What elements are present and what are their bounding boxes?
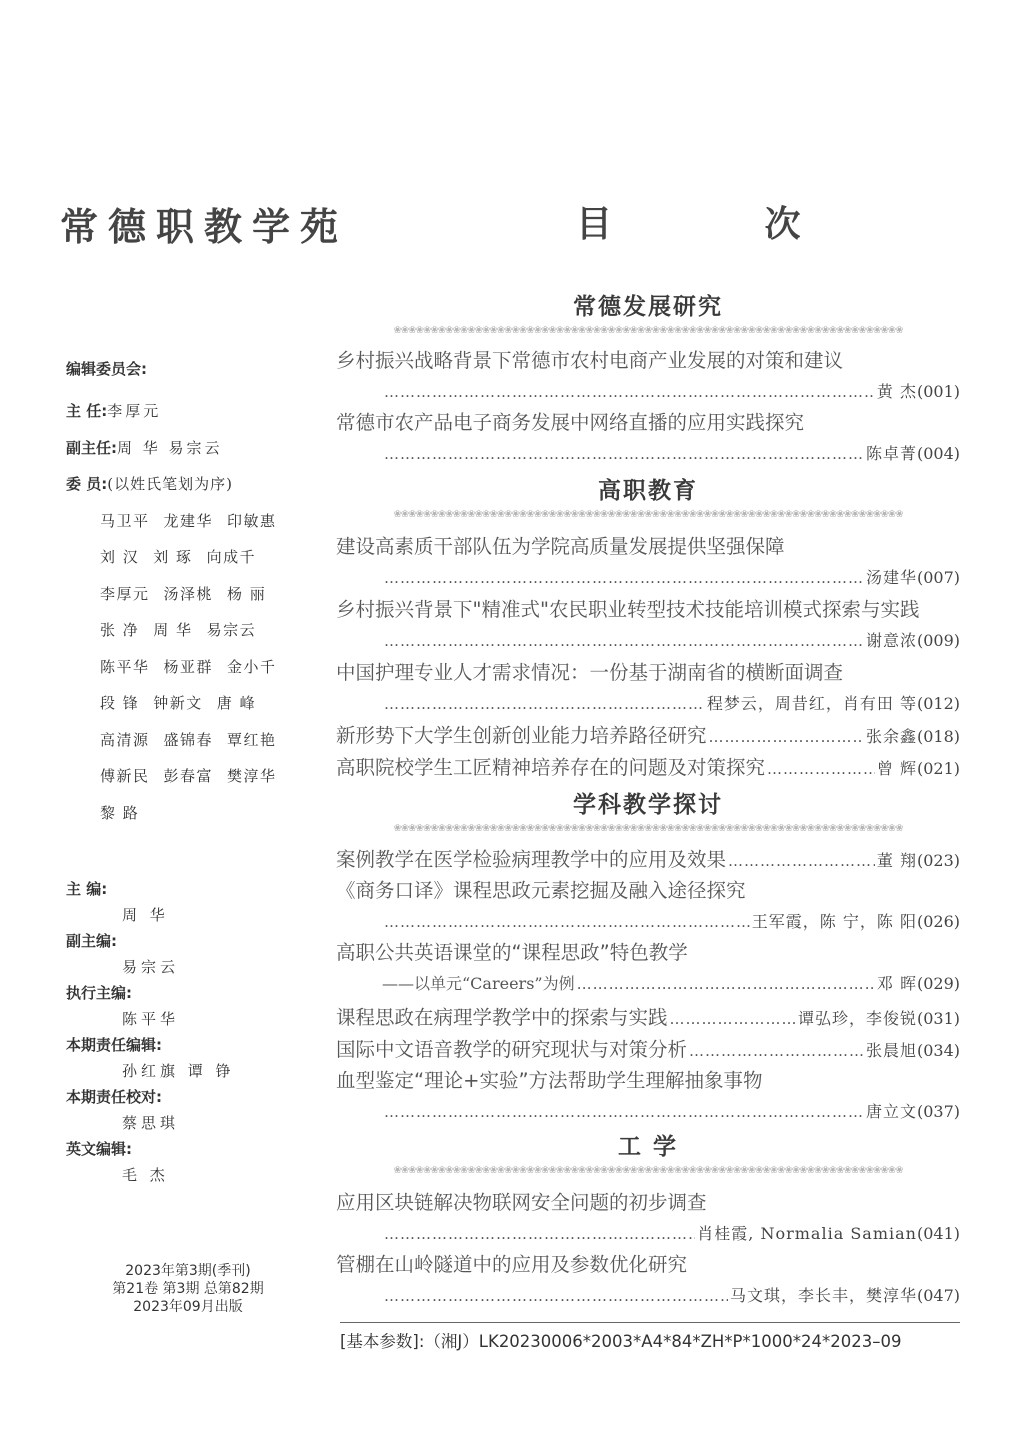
staff-person: 易宗云: [122, 958, 180, 976]
toc-entry: [336, 1250, 960, 1312]
toc-entry: [336, 720, 960, 752]
entry-page: (031): [916, 1009, 960, 1028]
member-name: 唐 峰: [216, 694, 257, 712]
leader-dots: [384, 1280, 728, 1312]
member-line: [66, 576, 316, 613]
entry-line: [336, 1218, 960, 1250]
member-name: 张 净: [100, 621, 140, 639]
director-label: 主 任:: [66, 402, 108, 420]
toc-section: [336, 290, 960, 338]
member-name: 黎 路: [100, 803, 140, 822]
member-name: 龙建华: [163, 511, 214, 530]
leader-dots: [728, 845, 875, 877]
entry-page: (021): [916, 759, 960, 778]
toc-entry: [336, 1002, 960, 1034]
entry-title: 课程思政在病理学教学中的探索与实践: [336, 1006, 668, 1029]
entry-title: 乡村振兴背景下"精准式"农民职业转型技术技能培训模式探索与实践: [336, 598, 920, 621]
toc-entry: [336, 844, 960, 876]
entry-title: 常德市农产品电子商务发展中网络直播的应用实践探究: [336, 411, 805, 434]
toc-section: [336, 474, 960, 522]
leader-dots: [384, 438, 864, 470]
entry-author: 唐立文: [865, 1102, 917, 1121]
section-ornament: ❀❀❀❀❀❀❀❀❀❀❀❀❀❀❀❀❀❀❀❀❀❀❀❀❀❀❀❀❀❀❀❀❀❀❀❀❀❀❀❀❀❀❀❀❀❀❀❀❀❀❀❀❀❀❀❀❀❀❀❀❀❀❀❀❀❀❀❀❀: [393, 325, 903, 336]
toc-entry: [336, 876, 960, 938]
entry-page: (018): [916, 727, 960, 746]
member-line: [66, 795, 316, 832]
entry-title: 国际中文语音教学的研究现状与对策分析: [336, 1038, 688, 1061]
member-name: 刘 琢: [153, 548, 193, 566]
toc-title: 目 次: [576, 204, 871, 245]
leader-dots: [384, 562, 864, 594]
member-name: 盛锦春: [163, 730, 214, 749]
entry-title: 应用区块链解决物联网安全问题的初步调查: [336, 1191, 707, 1214]
staff-role: 副主编:: [66, 932, 117, 950]
entry-line: [336, 562, 960, 594]
entry-author: 曾 辉: [876, 759, 917, 778]
entry-page: (029): [916, 974, 960, 993]
entry-author: 邓 晖: [876, 974, 917, 993]
leader-dots: [670, 1003, 796, 1035]
entry-page: (023): [916, 851, 960, 870]
entry-page: (004): [916, 444, 960, 463]
staff-person: 周 华: [122, 906, 169, 924]
member-name: 傅新民: [100, 767, 150, 785]
member-name: 周 华: [153, 621, 193, 639]
member-name: 陈平华: [100, 657, 150, 676]
member-line: [66, 539, 316, 576]
entry-line: [336, 906, 960, 938]
member-name: 李厚元: [100, 584, 150, 603]
leader-dots: [384, 906, 750, 938]
members-note: (以姓氏笔划为序): [107, 475, 233, 493]
issue-line-1: 2023年第3期(季刊): [125, 1263, 251, 1279]
member-name: 金小千: [227, 657, 277, 676]
entry-author: 谢意浓: [865, 631, 917, 650]
footer-divider: [340, 1322, 960, 1323]
entry-line: [336, 376, 960, 408]
toc-entry: [336, 346, 960, 408]
entry-page: (009): [916, 631, 960, 650]
member-name: 段 锋: [100, 694, 140, 712]
toc-entry: [336, 658, 960, 720]
entry-line: [336, 625, 960, 657]
entry-author: 肖桂霞, Normalia Samian: [697, 1224, 917, 1243]
toc-entry: [336, 1188, 960, 1250]
staff-role: 本期责任校对:: [66, 1088, 162, 1106]
leader-dots: [384, 376, 875, 408]
members-label: 委 员:: [66, 475, 108, 493]
entry-page: (026): [916, 912, 960, 931]
section-title: 学科教学探讨: [573, 792, 723, 818]
member-name: 向成千: [206, 548, 257, 566]
entry-page: (001): [916, 382, 960, 401]
entry-author: 张晨旭: [865, 1041, 917, 1060]
entry-title: 新形势下大学生创新创业能力培养路径研究: [336, 724, 707, 747]
toc-section: [336, 1130, 960, 1178]
entry-author: 黄 杰: [876, 382, 917, 401]
entry-title: 管棚在山岭隧道中的应用及参数优化研究: [336, 1253, 688, 1276]
section-title: 工 学: [617, 1134, 678, 1160]
entry-author: 程梦云，周昔红，肖有田 等: [706, 694, 917, 713]
entry-line: [336, 1034, 960, 1066]
issue-line-2: 第21卷 第3期 总第82期: [112, 1281, 264, 1297]
members-row: [66, 466, 316, 503]
member-line: [66, 758, 316, 795]
member-line: [66, 612, 316, 649]
entry-line: [336, 752, 960, 784]
toc-section: [336, 788, 960, 836]
section-title: 常德发展研究: [573, 294, 723, 320]
entry-page: (034): [916, 1041, 960, 1060]
entry-subtitle: ——以单元“Careers”为例: [382, 974, 575, 993]
staff-person: 孙红旗 谭 铮: [122, 1062, 235, 1080]
toc-entry: [336, 752, 960, 784]
editorial-board: [66, 358, 316, 831]
entry-line: [336, 720, 960, 752]
entry-page: (012): [916, 694, 960, 713]
leader-dots: [689, 1035, 864, 1067]
member-name: 马卫平: [100, 511, 150, 530]
section-ornament: ❀❀❀❀❀❀❀❀❀❀❀❀❀❀❀❀❀❀❀❀❀❀❀❀❀❀❀❀❀❀❀❀❀❀❀❀❀❀❀❀❀❀❀❀❀❀❀❀❀❀❀❀❀❀❀❀❀❀❀❀❀❀❀❀❀❀❀❀❀: [393, 823, 903, 834]
issue-line-3: 2023年09月出版: [133, 1299, 243, 1315]
entry-page: (047): [916, 1286, 960, 1305]
staff-role: 本期责任编辑:: [66, 1036, 162, 1054]
member-name: 樊淳华: [227, 767, 277, 785]
leader-dots: [577, 968, 875, 1000]
staff-role: 英文编辑:: [66, 1140, 132, 1158]
entry-author: 马文琪，李长丰，樊淳华: [729, 1286, 917, 1305]
staff-person: 毛 杰: [122, 1166, 169, 1184]
entry-title: 血型鉴定“理论+实验”方法帮助学生理解抽象事物: [336, 1069, 763, 1092]
issue-info: [88, 1262, 288, 1316]
entry-author: 陈卓菁: [865, 444, 917, 463]
entry-line: [336, 1096, 960, 1128]
member-name: 钟新文: [153, 694, 203, 712]
staff-person: 蔡思琪: [122, 1114, 180, 1132]
entry-page: (041): [916, 1224, 960, 1243]
section-ornament: ❀❀❀❀❀❀❀❀❀❀❀❀❀❀❀❀❀❀❀❀❀❀❀❀❀❀❀❀❀❀❀❀❀❀❀❀❀❀❀❀❀❀❀❀❀❀❀❀❀❀❀❀❀❀❀❀❀❀❀❀❀❀❀❀❀❀❀❀❀: [393, 1165, 903, 1176]
member-line: [66, 503, 316, 540]
entry-line: [336, 844, 960, 876]
staff-role: 主 编:: [66, 880, 108, 898]
entry-title: 中国护理专业人才需求情况：一份基于湖南省的横断面调查: [336, 661, 844, 684]
deputy-names: 周 华 易宗云: [117, 438, 223, 457]
member-name: 汤泽桃: [163, 584, 214, 603]
toc-entry: [336, 938, 960, 1000]
entry-title: 高职公共英语课堂的“课程思政”特色教学: [336, 941, 688, 964]
leader-dots: [709, 721, 864, 753]
member-name: 印敏惠: [227, 511, 277, 530]
member-line: [66, 649, 316, 686]
deputy-label: 副主任:: [66, 438, 117, 457]
editorial-staff: [66, 876, 316, 1188]
toc-entry: [336, 1066, 960, 1128]
leader-dots: [767, 753, 875, 785]
section-title: 高职教育: [598, 478, 698, 504]
member-name: 杨亚群: [163, 657, 214, 676]
director-row: [66, 393, 316, 430]
entry-title: 《商务口译》课程思政元素挖掘及融入途径探究: [336, 879, 746, 902]
entry-title: 高职院校学生工匠精神培养存在的问题及对策探究: [336, 756, 766, 779]
entry-line: [336, 1280, 960, 1312]
entry-line: [336, 1002, 960, 1034]
entry-line: [336, 968, 960, 1000]
leader-dots: [384, 1218, 695, 1250]
entry-title: 建设高素质干部队伍为学院高质量发展提供坚强保障: [336, 535, 785, 558]
toc-entry: [336, 532, 960, 594]
staff-person: 陈平华: [122, 1010, 180, 1028]
member-list: [66, 503, 316, 832]
entry-title: 案例教学在医学检验病理教学中的应用及效果: [336, 848, 727, 871]
leader-dots: [384, 625, 864, 657]
entry-author: 张余鑫: [865, 727, 917, 746]
journal-name: 常德职教学苑: [60, 205, 349, 249]
entry-line: [336, 688, 960, 720]
entry-page: (007): [916, 568, 960, 587]
member-line: [66, 685, 316, 722]
entry-page: (037): [916, 1102, 960, 1121]
toc-entry: [336, 595, 960, 657]
staff-role: 执行主编:: [66, 984, 132, 1002]
member-name: 覃红艳: [227, 730, 277, 749]
leader-dots: [384, 688, 705, 720]
section-ornament: ❀❀❀❀❀❀❀❀❀❀❀❀❀❀❀❀❀❀❀❀❀❀❀❀❀❀❀❀❀❀❀❀❀❀❀❀❀❀❀❀❀❀❀❀❀❀❀❀❀❀❀❀❀❀❀❀❀❀❀❀❀❀❀❀❀❀❀❀❀: [393, 509, 903, 520]
toc-entry: [336, 408, 960, 470]
member-name: 刘 汉: [100, 548, 140, 566]
member-name: 高清源: [100, 730, 150, 749]
member-line: [66, 722, 316, 759]
member-name: 杨 丽: [227, 584, 267, 603]
entry-author: 谭弘珍，李俊锐: [797, 1009, 917, 1028]
toc-entry: [336, 1034, 960, 1066]
entry-line: [336, 438, 960, 470]
entry-author: 王军霞，陈 宁，陈 阳: [751, 912, 917, 931]
board-heading: 编辑委员会:: [66, 360, 147, 378]
entry-author: 董 翔: [876, 851, 917, 870]
member-name: 彭春富: [163, 767, 214, 785]
entry-author: 汤建华: [865, 568, 917, 587]
deputy-row: [66, 430, 316, 467]
member-name: 易宗云: [206, 621, 257, 639]
leader-dots: [384, 1096, 864, 1128]
entry-title: 乡村振兴战略背景下常德市农村电商产业发展的对策和建议: [336, 349, 844, 372]
director-name: 李厚元: [107, 402, 162, 420]
basic-parameters: [基本参数]:（湘J）LK20230006*2003*A4*84*ZH*P*1000*24*2023–09: [340, 1332, 902, 1351]
